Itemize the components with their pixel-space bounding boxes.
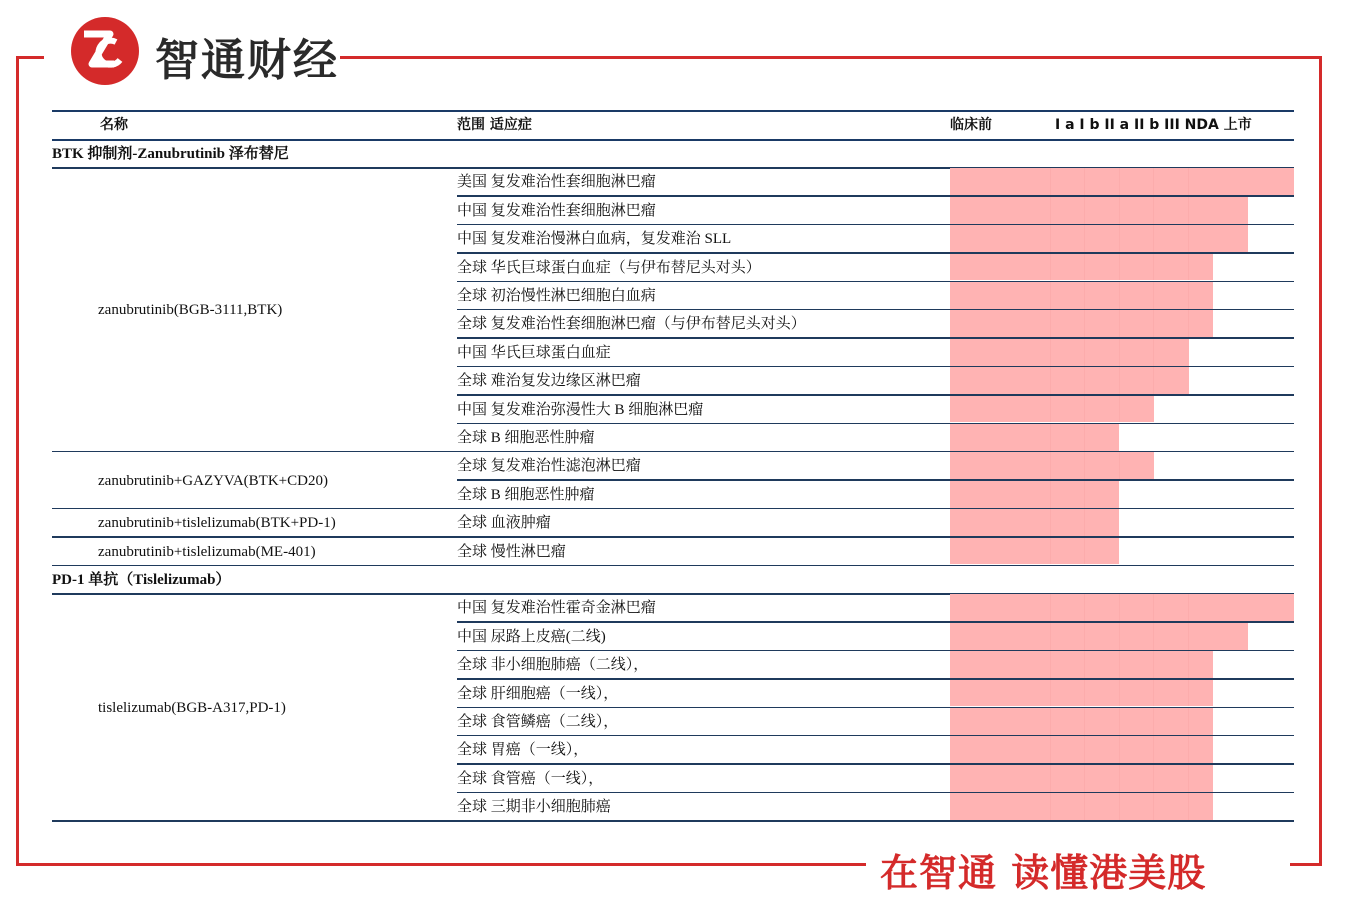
phase-divider <box>1084 339 1085 366</box>
phase-divider <box>1119 594 1120 621</box>
phase-divider <box>1119 310 1120 337</box>
phase-divider <box>1050 793 1051 820</box>
progress-bar <box>950 708 1213 735</box>
progress-bar <box>950 424 1119 451</box>
indication-cell: 全球 三期非小细胞肺癌 <box>457 799 611 816</box>
indication-cell: 全球 复发难治性套细胞淋巴瘤（与伊布替尼头对头） <box>457 316 806 333</box>
phase-divider <box>1153 282 1154 309</box>
phase-divider <box>1153 736 1154 763</box>
phase-divider <box>1050 396 1051 423</box>
phase-divider <box>1084 310 1085 337</box>
phase-divider <box>1050 708 1051 735</box>
phase-divider <box>1119 793 1120 820</box>
progress-bar <box>950 680 1213 707</box>
zhitong-logo-icon <box>70 14 140 88</box>
progress-bar <box>950 793 1213 820</box>
phase-divider <box>1084 367 1085 394</box>
progress-bar <box>950 736 1213 763</box>
indication-cell: 全球 食管癌（一线）， <box>457 770 604 787</box>
phase-divider <box>1119 225 1120 252</box>
indication-cell: 中国 尿路上皮癌(二线) <box>457 628 606 645</box>
drug-rule <box>52 820 1294 822</box>
phase-divider <box>1188 623 1189 650</box>
indication-cell: 全球 复发难治性滤泡淋巴瘤 <box>457 458 641 475</box>
indication-cell: 中国 复发难治弥漫性大 B 细胞淋巴瘤 <box>457 401 704 418</box>
progress-bar <box>950 225 1248 252</box>
phase-divider <box>1050 339 1051 366</box>
group-label: PD-1 单抗（Tislelizumab） <box>52 572 231 588</box>
indication-cell: 中国 复发难治性套细胞淋巴瘤 <box>457 202 656 219</box>
progress-bar <box>950 396 1154 423</box>
phase-divider <box>1084 197 1085 224</box>
phase-divider <box>1050 225 1051 252</box>
phase-divider <box>1084 168 1085 195</box>
progress-bar <box>950 197 1248 224</box>
phase-divider <box>1084 424 1085 451</box>
indication-cell: 全球 初治慢性淋巴细胞白血病 <box>457 288 656 304</box>
phase-divider <box>1084 538 1085 565</box>
phase-divider <box>1153 623 1154 650</box>
phase-divider <box>1153 367 1154 394</box>
frame-bottom-left <box>16 863 866 866</box>
drug-name-cell: zanubrutinib+tislelizumab(ME-401) <box>98 543 316 560</box>
phase-divider <box>1050 623 1051 650</box>
phase-divider <box>1188 282 1189 309</box>
phase-divider <box>1050 452 1051 479</box>
phase-divider <box>1119 168 1120 195</box>
phase-divider <box>1188 197 1189 224</box>
phase-divider <box>1153 225 1154 252</box>
phase-divider <box>1084 509 1085 536</box>
phase-divider <box>1153 594 1154 621</box>
phase-divider <box>1050 736 1051 763</box>
phase-divider <box>1084 396 1085 423</box>
phase-divider <box>1119 197 1120 224</box>
indication-cell: 全球 B 细胞恶性肿瘤 <box>457 486 595 503</box>
indication-cell: 全球 非小细胞肺癌（二线）， <box>457 657 649 674</box>
phase-divider <box>1153 765 1154 792</box>
phase-divider <box>1084 708 1085 735</box>
phase-divider <box>1050 680 1051 707</box>
progress-bar <box>950 282 1213 309</box>
phase-divider <box>1188 225 1189 252</box>
frame-left <box>16 56 19 866</box>
phase-divider <box>1050 168 1051 195</box>
indication-cell: 全球 胃癌（一线）， <box>457 742 589 759</box>
phase-divider <box>1050 197 1051 224</box>
indication-cell: 全球 肝细胞癌（一线）， <box>457 685 619 702</box>
phase-divider <box>1119 623 1120 650</box>
progress-bar <box>950 765 1213 792</box>
phase-divider <box>1188 254 1189 281</box>
drug-name-cell: tislelizumab(BGB-A317,PD-1) <box>98 700 286 716</box>
brand-name: 智通财经 <box>155 35 339 86</box>
phase-divider <box>1153 793 1154 820</box>
phase-divider <box>1050 651 1051 678</box>
phase-divider <box>1050 254 1051 281</box>
progress-bar <box>950 509 1119 536</box>
phase-divider <box>1153 254 1154 281</box>
phase-divider <box>1084 765 1085 792</box>
phase-divider <box>1188 594 1189 621</box>
phase-divider <box>1050 282 1051 309</box>
frame-top-right <box>340 56 1322 59</box>
phase-divider <box>1050 594 1051 621</box>
phase-divider <box>1119 708 1120 735</box>
progress-bar <box>950 254 1213 281</box>
progress-bar <box>950 452 1154 479</box>
phase-divider <box>1188 168 1189 195</box>
phase-divider <box>1050 538 1051 565</box>
phase-divider <box>1119 765 1120 792</box>
phase-divider <box>1188 793 1189 820</box>
drug-name-cell: zanubrutinib(BGB-3111,BTK) <box>98 302 283 319</box>
indication-cell: 全球 华氏巨球蛋白血症（与伊布替尼头对头） <box>457 259 761 276</box>
progress-bar <box>950 168 1294 195</box>
slogan: 在智通 读懂港美股 <box>880 851 1207 895</box>
phase-divider <box>1084 452 1085 479</box>
phase-divider <box>1188 708 1189 735</box>
phase-divider <box>1084 481 1085 508</box>
phase-divider <box>1084 623 1085 650</box>
frame-right <box>1319 56 1322 866</box>
indication-cell: 全球 难治复发边缘区淋巴瘤 <box>457 373 641 390</box>
phase-divider <box>1188 736 1189 763</box>
phase-divider <box>1050 424 1051 451</box>
phase-divider <box>1084 254 1085 281</box>
header-preclinical: 临床前 <box>950 117 992 133</box>
phase-divider <box>1119 367 1120 394</box>
progress-bar <box>950 651 1213 678</box>
progress-bar <box>950 538 1119 565</box>
phase-divider <box>1084 594 1085 621</box>
progress-bar <box>950 594 1294 621</box>
phase-divider <box>1153 680 1154 707</box>
phase-divider <box>1119 452 1120 479</box>
drug-name-cell: zanubrutinib+GAZYVA(BTK+CD20) <box>98 472 328 489</box>
phase-divider <box>1153 651 1154 678</box>
indication-cell: 全球 B 细胞恶性肿瘤 <box>457 430 595 446</box>
phase-divider <box>1050 765 1051 792</box>
indication-cell: 中国 复发难治慢淋白血病，复发难治 SLL <box>457 231 732 248</box>
group-label: BTK 抑制剂-Zanubrutinib 泽布替尼 <box>52 146 289 162</box>
phase-divider <box>1188 765 1189 792</box>
indication-cell: 全球 慢性淋巴瘤 <box>457 543 566 560</box>
header-phases: I a I b II a II b III NDA 上市 <box>1055 117 1252 133</box>
phase-divider <box>1084 680 1085 707</box>
phase-divider <box>1119 680 1120 707</box>
drug-name-cell: zanubrutinib+tislelizumab(BTK+PD-1) <box>98 515 336 532</box>
phase-divider <box>1119 282 1120 309</box>
indication-cell: 全球 血液肿瘤 <box>457 515 551 532</box>
frame-top-left <box>16 56 44 59</box>
header-indication: 范围 适应症 <box>457 117 532 133</box>
phase-divider <box>1084 282 1085 309</box>
phase-divider <box>1188 680 1189 707</box>
phase-divider <box>1153 197 1154 224</box>
phase-divider <box>1153 708 1154 735</box>
phase-divider <box>1119 736 1120 763</box>
progress-bar <box>950 310 1213 337</box>
indication-cell: 中国 复发难治性霍奇金淋巴瘤 <box>457 600 656 617</box>
phase-divider <box>1119 396 1120 423</box>
phase-divider <box>1050 310 1051 337</box>
phase-divider <box>1188 651 1189 678</box>
phase-divider <box>1084 793 1085 820</box>
phase-divider <box>1188 310 1189 337</box>
indication-cell: 全球 食管鳞癌（二线）， <box>457 714 619 730</box>
phase-divider <box>1119 651 1120 678</box>
phase-divider <box>1119 254 1120 281</box>
phase-divider <box>1050 509 1051 536</box>
phase-divider <box>1084 225 1085 252</box>
phase-divider <box>1153 168 1154 195</box>
drug-rule <box>52 565 1294 567</box>
indication-cell: 中国 华氏巨球蛋白血症 <box>457 344 611 361</box>
progress-bar <box>950 623 1248 650</box>
phase-divider <box>1119 339 1120 366</box>
progress-bar <box>950 481 1119 508</box>
indication-cell: 美国 复发难治性套细胞淋巴瘤 <box>457 174 656 191</box>
phase-divider <box>1050 481 1051 508</box>
phase-divider <box>1050 367 1051 394</box>
header-name: 名称 <box>100 117 128 133</box>
frame-bottom-right <box>1290 863 1322 866</box>
phase-divider <box>1084 651 1085 678</box>
phase-divider <box>1084 736 1085 763</box>
phase-divider <box>1153 339 1154 366</box>
phase-divider <box>1153 310 1154 337</box>
